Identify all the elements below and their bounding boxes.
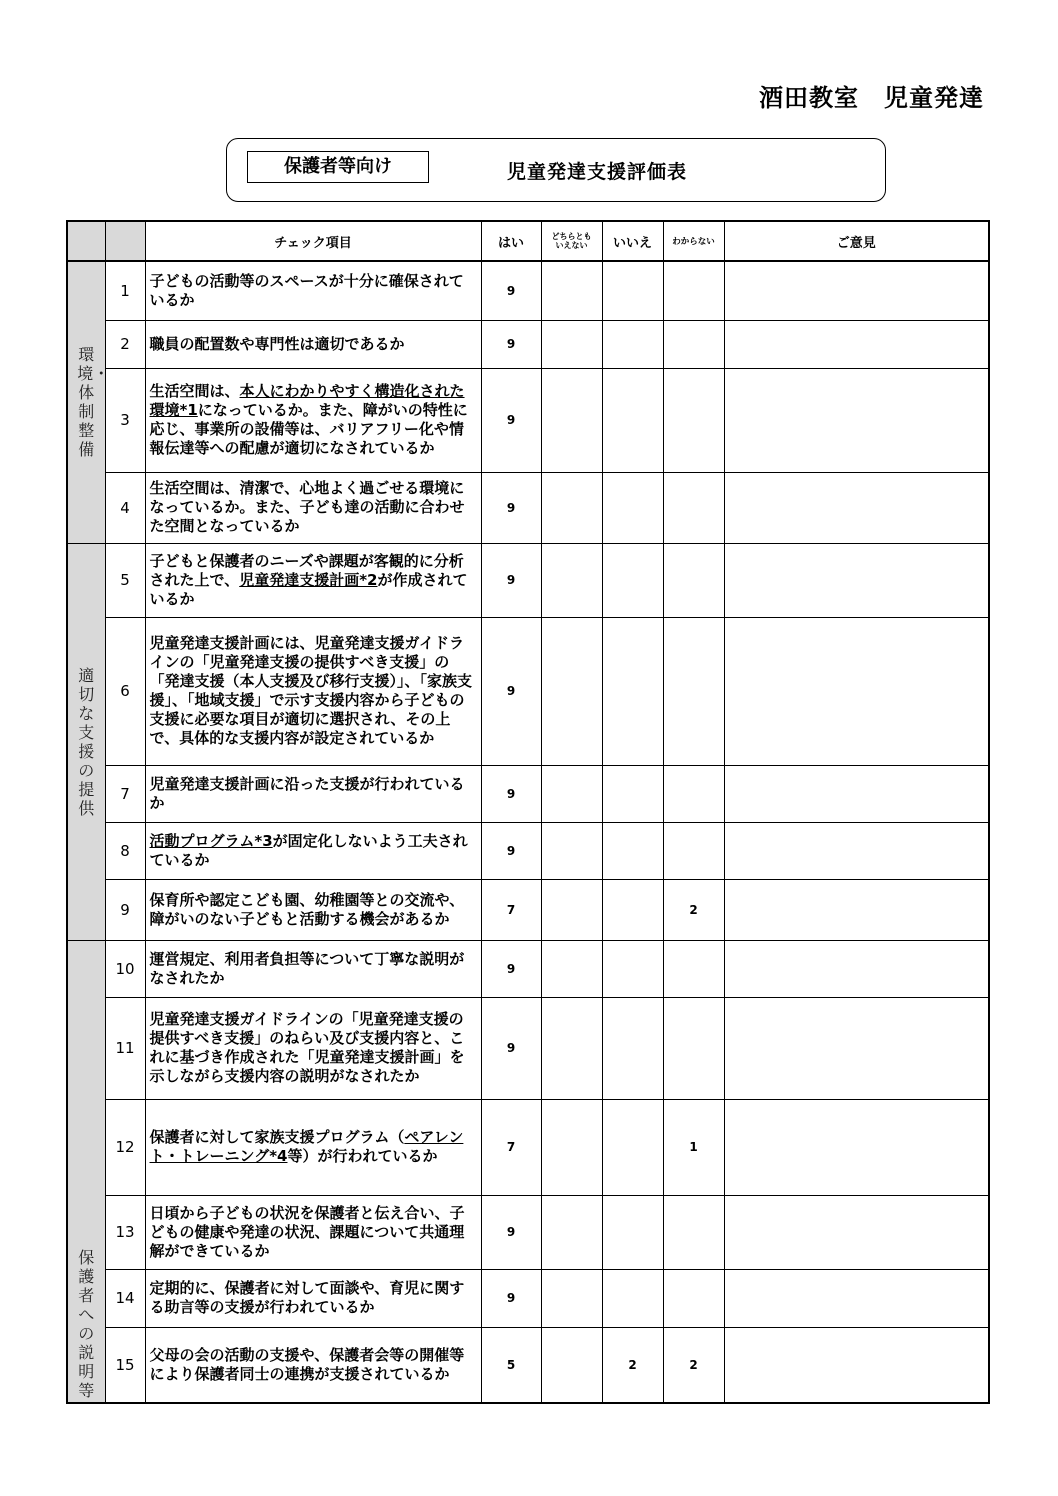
item-text: が作成されているか [149,570,468,608]
answer-unknown: 2 [663,879,724,940]
table-row [67,261,989,320]
category-cell [67,940,105,1403]
item-underlined-term: ペアレント・トレーニング*4 [149,1128,464,1165]
answer-no [602,320,663,368]
row-number: 5 [105,543,145,617]
audience-label: 保護者等向け [247,151,429,183]
table-row [67,320,989,368]
opinion-cell [724,940,989,997]
item-text: 生活空間は、 [149,382,240,400]
opinion-cell [724,765,989,822]
answer-yes: 9 [481,320,541,368]
answer-neither [541,543,602,617]
evaluation-table [66,220,990,1404]
check-item: 父母の会の活動の支援や、保護者会等の開催等により保護者同士の連携が支援されているか [145,1327,481,1403]
answer-no [602,368,663,472]
row-number: 1 [105,261,145,320]
answer-no [602,261,663,320]
check-item: 定期的に、保護者に対して面談や、育児に関する助言等の支援が行われているか [145,1269,481,1327]
answer-yes: 9 [481,368,541,472]
table-row [67,822,989,879]
opinion-cell [724,822,989,879]
answer-neither [541,617,602,765]
answer-neither [541,940,602,997]
opinion-cell [724,543,989,617]
answer-yes: 9 [481,940,541,997]
answer-yes: 9 [481,617,541,765]
answer-yes: 9 [481,997,541,1099]
answer-no [602,472,663,543]
row-number: 8 [105,822,145,879]
answer-no [602,879,663,940]
category-cell [67,543,105,940]
category-label: 適切な支援の提供 [78,665,95,818]
check-item: 保育所や認定こども園、幼稚園等との交流や、障がいのない子どもと活動する機会があるか [145,879,481,940]
answer-no [602,765,663,822]
answer-yes: 9 [481,1269,541,1327]
row-number: 6 [105,617,145,765]
answer-yes: 7 [481,1099,541,1195]
header-opinion: ご意見 [724,221,989,261]
answer-unknown: 2 [663,1327,724,1403]
answer-unknown: 1 [663,1099,724,1195]
header-number-cell [105,221,145,261]
check-item: 児童発達支援計画には、児童発達支援ガイドラインの「児童発達支援の提供すべき支援」の「発達支援（本人支援及び移行支援）」、「家族支援」、「地域支援」で示す支援内容から子どもの支援に必要な項目が適切に選択され、その上で、具体的な支援内容が設定されているか [145,617,481,765]
answer-unknown [663,1195,724,1269]
table-row [67,765,989,822]
header-row [67,221,989,261]
row-number: 15 [105,1327,145,1403]
answer-unknown [663,1269,724,1327]
answer-neither [541,879,602,940]
answer-unknown [663,472,724,543]
answer-no: 2 [602,1327,663,1403]
item-text: になっているか。また、障がいの特性に応じ、事業所の設備等は、バリアフリー化や情報伝達等への配慮が適切になされているか [149,401,468,457]
row-number: 3 [105,368,145,472]
answer-yes: 5 [481,1327,541,1403]
answer-no [602,617,663,765]
item-underlined-term: 活動プログラム*3 [149,831,273,850]
opinion-cell [724,320,989,368]
answer-yes: 9 [481,822,541,879]
header-item: チェック項目 [145,221,481,261]
header-unknown: わからない [663,221,724,261]
opinion-cell [724,997,989,1099]
answer-neither [541,368,602,472]
header-yes: はい [481,221,541,261]
answer-neither [541,1269,602,1327]
row-number: 2 [105,320,145,368]
check-item [145,1099,481,1195]
answer-no [602,1269,663,1327]
row-number: 10 [105,940,145,997]
org-title: 酒田教室 児童発達 [759,84,984,112]
opinion-cell [724,1195,989,1269]
answer-unknown [663,543,724,617]
row-number: 9 [105,879,145,940]
check-item: 日頃から子どもの状況を保護者と伝え合い、子どもの健康や発達の状況、課題について共通理解ができているか [145,1195,481,1269]
table-row [67,1269,989,1327]
row-number: 11 [105,997,145,1099]
row-number: 13 [105,1195,145,1269]
answer-neither [541,1099,602,1195]
answer-yes: 9 [481,1195,541,1269]
header-neither [541,221,602,261]
opinion-cell [724,261,989,320]
table-row [67,1327,989,1403]
opinion-cell [724,1099,989,1195]
answer-yes: 9 [481,472,541,543]
check-item: 子どもの活動等のスペースが十分に確保されているか [145,261,481,320]
answer-yes: 9 [481,765,541,822]
answer-neither [541,765,602,822]
header-neither-line1: どちらとも [551,232,592,241]
answer-no [602,822,663,879]
item-underlined-term: 児童発達支援計画*2 [239,570,378,589]
row-number: 7 [105,765,145,822]
answer-no [602,1099,663,1195]
table-row [67,617,989,765]
answer-neither [541,261,602,320]
answer-neither [541,822,602,879]
answer-neither [541,320,602,368]
answer-unknown [663,617,724,765]
answer-no [602,1195,663,1269]
form-title: 児童発達支援評価表 [507,161,688,183]
row-number: 4 [105,472,145,543]
answer-neither [541,472,602,543]
check-item [145,368,481,472]
answer-yes: 9 [481,543,541,617]
title-box [226,138,886,202]
table-row [67,940,989,997]
table-row [67,368,989,472]
item-text: 等）が行われているか [287,1147,438,1165]
answer-no [602,543,663,617]
row-number: 12 [105,1099,145,1195]
answer-unknown [663,261,724,320]
row-number: 14 [105,1269,145,1327]
table-row [67,997,989,1099]
header-no: いいえ [602,221,663,261]
category-label: 環境・体制整備 [77,345,110,460]
table-row [67,1099,989,1195]
opinion-cell [724,617,989,765]
check-item: 運営規定、利用者負担等について丁寧な説明がなされたか [145,940,481,997]
opinion-cell [724,1327,989,1403]
category-cell [67,261,110,543]
check-item: 生活空間は、清潔で、心地よく過ごせる環境になっているか。また、子ども達の活動に合わせた空間となっているか [145,472,481,543]
table-row [67,1195,989,1269]
header-category-cell [67,221,105,261]
check-item [145,822,481,879]
header-neither-line2: いえない [555,241,588,250]
item-text: 子どもと保護者のニーズや課題が客観的に分析された上で、 [149,551,464,589]
table-row [67,472,989,543]
answer-unknown [663,765,724,822]
answer-unknown [663,997,724,1099]
category-label: 保護者への説明等 [78,1248,95,1400]
answer-unknown [663,822,724,879]
answer-neither [541,1195,602,1269]
item-text: 保護者に対して家族支援プログラム（ [149,1128,405,1146]
check-item: 児童発達支援計画に沿った支援が行われているか [145,765,481,822]
opinion-cell [724,1269,989,1327]
answer-neither [541,997,602,1099]
opinion-cell [724,879,989,940]
table-row [67,879,989,940]
answer-yes: 7 [481,879,541,940]
answer-no [602,940,663,997]
answer-no [602,997,663,1099]
item-text: が固定化しないよう工夫されているか [149,831,468,869]
answer-unknown [663,368,724,472]
answer-neither [541,1327,602,1403]
answer-unknown [663,940,724,997]
table-row [67,543,989,617]
answer-unknown [663,320,724,368]
opinion-cell [724,368,989,472]
opinion-cell [724,472,989,543]
check-item [145,543,481,617]
item-underlined-term: 本人にわかりやすく構造化された環境*1 [149,382,465,419]
answer-yes: 9 [481,261,541,320]
check-item: 児童発達支援ガイドラインの「児童発達支援の提供すべき支援」のねらい及び支援内容と、これに基づき作成された「児童発達支援計画」を示しながら支援内容の説明がなされたか [145,997,481,1099]
check-item: 職員の配置数や専門性は適切であるか [145,320,481,368]
